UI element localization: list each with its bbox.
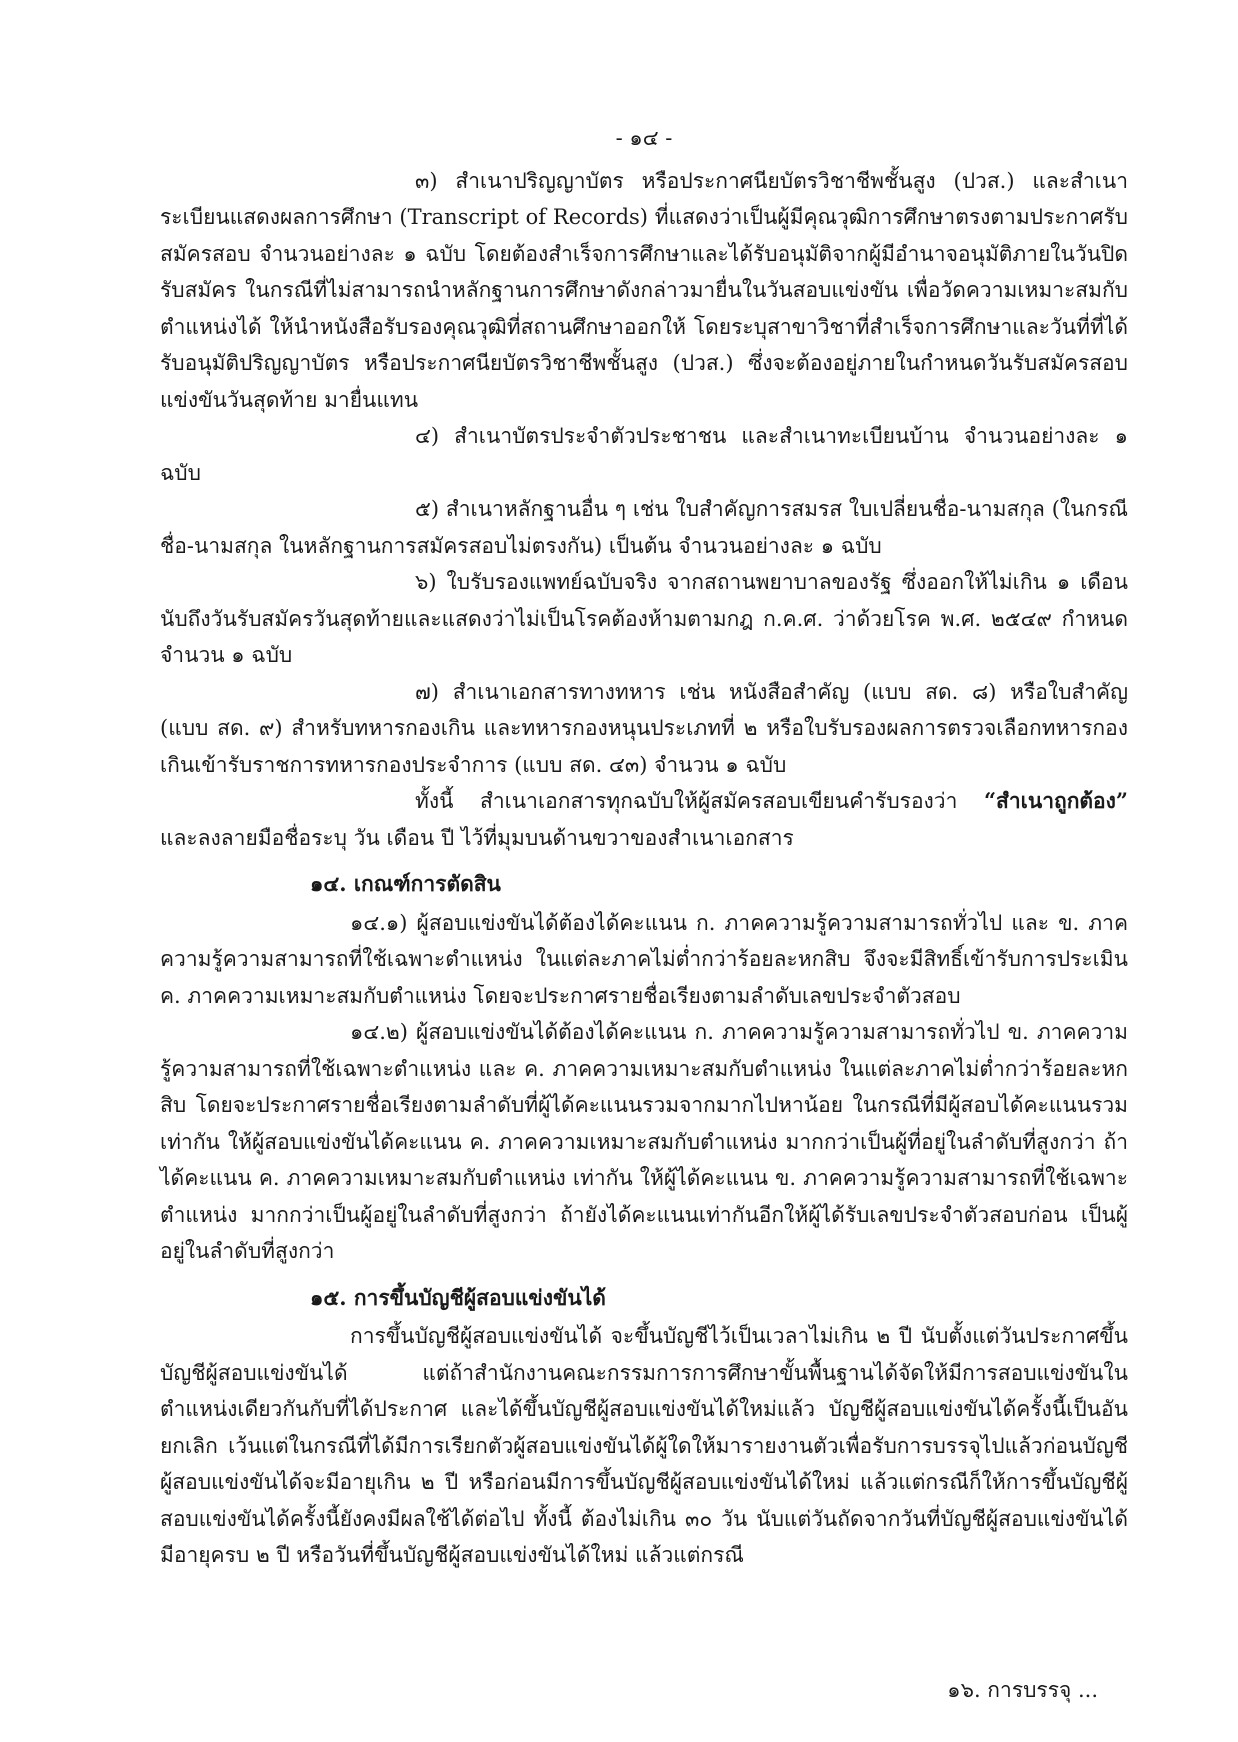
section-14-2-paragraph: ๑๔.๒) ผู้สอบแข่งขันได้ต้องได้คะแนน ก. ภาคความรู้ความสามารถทั่วไป ข. ภาคความรู้ความสามารถที่ใช้เฉพาะตำแหน่ง และ ค. ภาคความเหมาะสมกับตำแหน่ง ในแต่ละภาคไม่ต่ำกว่าร้อยละหกสิบ โดยจะประกาศรายชื่อเรียงตามลำดับที่ผู้ได้คะแนนรวมจากมากไปหาน้อย ในกรณีที่มีผู้สอบได้คะแนนรวมเท่ากัน ให้ผู้สอบแข่งขันได้คะแนน ค. ภาคความเหมาะสมกับตำแหน่ง มากกว่าเป็นผู้ที่อยู่ในลำดับที่สูงกว่า ถ้าได้คะแนน ค. ภาคความเหมาะสมกับตำแหน่ง เท่ากัน ให้ผู้ได้คะแนน ข. ภาคความรู้ความสามารถที่ใช้เฉพาะตำแหน่ง มากกว่าเป็นผู้อยู่ในลำดับที่สูงกว่า ถ้ายังได้คะแนนเท่ากันอีกให้ผู้ได้รับเลขประจำตัวสอบก่อน เป็นผู้อยู่ในลำดับที่สูงกว่า [160, 1020, 1128, 1263]
continuation-marker: ๑๖. การบรรจุ ... [947, 1678, 1098, 1702]
note-text-before: ทั้งนี้ สำเนาเอกสารทุกฉบับให้ผู้สมัครสอบเขียนคำรับรองว่า [415, 789, 984, 813]
section-14-1-paragraph: ๑๔.๑) ผู้สอบแข่งขันได้ต้องได้คะแนน ก. ภาคความรู้ความสามารถทั่วไป และ ข. ภาคความรู้ความสามารถที่ใช้เฉพาะตำแหน่ง ในแต่ละภาคไม่ต่ำกว่าร้อยละหกสิบ จึงจะมีสิทธิ์เข้ารับการประเมิน ค. ภาคความเหมาะสมกับตำแหน่ง โดยจะประกาศรายชื่อเรียงตามลำดับเลขประจำตัวสอบ [160, 910, 1128, 1008]
section-15-heading: ๑๕. การขึ้นบัญชีผู้สอบแข่งขันได้ [310, 1284, 606, 1310]
note-emphasis: “สำเนาถูกต้อง” [983, 788, 1128, 813]
section-14-heading: ๑๔. เกณฑ์การตัดสิน [310, 871, 501, 896]
page-number: - ๑๔ - [615, 126, 673, 150]
section-15-paragraph: การขึ้นบัญชีผู้สอบแข่งขันได้ จะขึ้นบัญชีไว้เป็นเวลาไม่เกิน ๒ ปี นับตั้งแต่วันประกาศขึ้นบัญชีผู้สอบแข่งขันได้ แต่ถ้าสำนักงานคณะกรรมการการศึกษาขั้นพื้นฐานได้จัดให้มีการสอบแข่งขันในตำแหน่งเดียวกันกับที่ได้ประกาศ และได้ขึ้นบัญชีผู้สอบแข่งขันได้ใหม่แล้ว บัญชีผู้สอบแข่งขันได้ครั้งนี้เป็นอันยกเลิก เว้นแต่ในกรณีที่ได้มีการเรียกตัวผู้สอบแข่งขันได้ผู้ใดให้มารายงานตัวเพื่อรับการบรรจุไปแล้วก่อนบัญชีผู้สอบแข่งขันได้จะมีอายุเกิน ๒ ปี หรือก่อนมีการขึ้นบัญชีผู้สอบแข่งขันได้ใหม่ แล้วแต่กรณีก็ให้การขึ้นบัญชีผู้สอบแข่งขันได้ครั้งนี้ยังคงมีผลใช้ได้ต่อไป ทั้งนี้ ต้องไม่เกิน ๓๐ วัน นับแต่วันถัดจากวันที่บัญชีผู้สอบแข่งขันได้มีอายุครบ ๒ ปี หรือวันที่ขึ้นบัญชีผู้สอบแข่งขันได้ใหม่ แล้วแต่กรณี [160, 1324, 1128, 1567]
item-4-paragraph: ๔) สำเนาบัตรประจำตัวประชาชน และสำเนาทะเบียนบ้าน จำนวนอย่างละ ๑ ฉบับ [160, 424, 1128, 485]
item-7-paragraph: ๗) สำเนาเอกสารทางทหาร เช่น หนังสือสำคัญ (แบบ สด. ๘) หรือใบสำคัญ (แบบ สด. ๙) สำหรับทหารกองเกิน และทหารกองหนุนประเภทที่ ๒ หรือใบรับรองผลการตรวจเลือกทหารกองเกินเข้ารับราชการทหารกองประจำการ (แบบ สด. ๔๓) จำนวน ๑ ฉบับ [160, 679, 1128, 777]
item-3-paragraph: ๓) สำเนาปริญญาบัตร หรือประกาศนียบัตรวิชาชีพชั้นสูง (ปวส.) และสำเนาระเบียนแสดงผลการศึกษา (Transcript of Records) ที่แสดงว่าเป็นผู้มีคุณวุฒิการศึกษาตรงตามประกาศรับสมัครสอบ จำนวนอย่างละ ๑ ฉบับ โดยต้องสำเร็จการศึกษาและได้รับอนุมัติจากผู้มีอำนาจอนุมัติภายในวันปิดรับสมัคร ในกรณีที่ไม่สามารถนำหลักฐานการศึกษาดังกล่าวมายื่นในวันสอบแข่งขัน เพื่อวัดความเหมาะสมกับตำแหน่งได้ ให้นำหนังสือรับรองคุณวุฒิที่สถานศึกษาออกให้ โดยระบุสาขาวิชาที่สำเร็จการศึกษาและวันที่ที่ได้รับอนุมัติปริญญาบัตร หรือประกาศนียบัตรวิชาชีพชั้นสูง (ปวส.) ซึ่งจะต้องอยู่ภายในกำหนดวันรับสมัครสอบแข่งขันวันสุดท้าย มายื่นแทน [160, 168, 1128, 412]
certification-note [160, 783, 1128, 856]
note-text-after: และลงลายมือชื่อระบุ วัน เดือน ปี ไว้ที่มุมบนด้านขวาของสำเนาเอกสาร [160, 825, 794, 850]
item-6-paragraph: ๖) ใบรับรองแพทย์ฉบับจริง จากสถานพยาบาลของรัฐ ซึ่งออกให้ไม่เกิน ๑ เดือน นับถึงวันรับสมัครวันสุดท้ายและแสดงว่าไม่เป็นโรคต้องห้ามตามกฎ ก.ค.ศ. ว่าด้วยโรค พ.ศ. ๒๕๔๙ กำหนด จำนวน ๑ ฉบับ [160, 570, 1128, 667]
item-5-paragraph: ๕) สำเนาหลักฐานอื่น ๆ เช่น ใบสำคัญการสมรส ใบเปลี่ยนชื่อ-นามสกุล (ในกรณี ชื่อ-นามสกุล ในหลักฐานการสมัครสอบไม่ตรงกัน) เป็นต้น จำนวนอย่างละ ๑ ฉบับ [160, 497, 1128, 558]
